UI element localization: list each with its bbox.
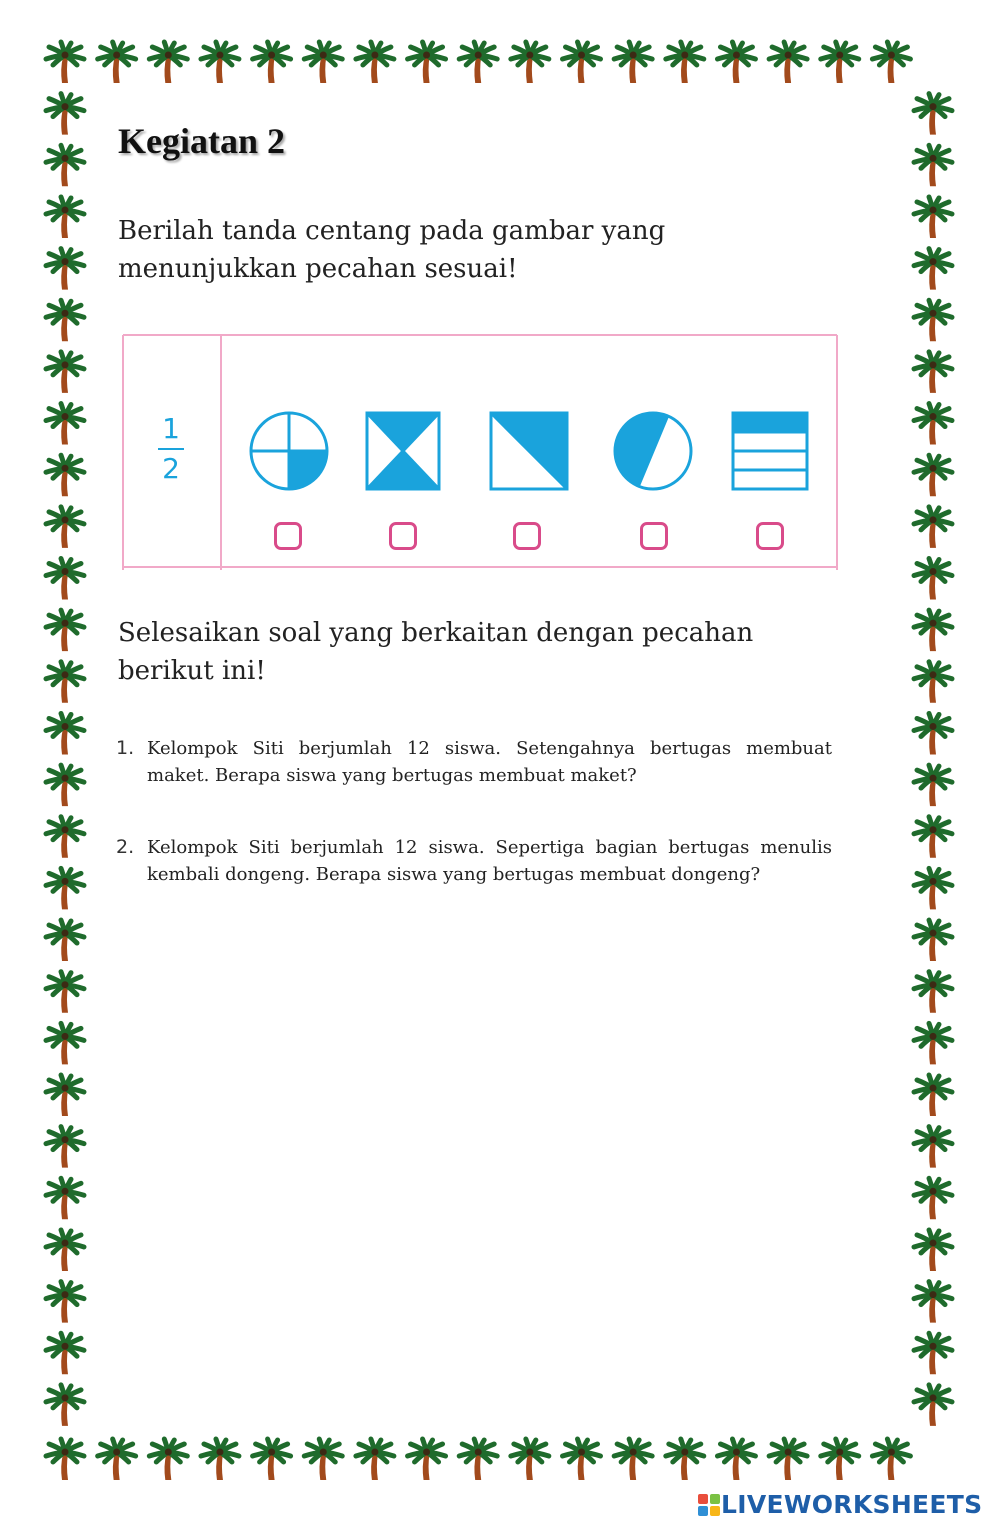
question-number: 1. bbox=[116, 737, 135, 759]
palm-tree-icon bbox=[46, 145, 84, 186]
palm-tree-icon bbox=[914, 920, 952, 961]
palm-tree-icon bbox=[914, 352, 952, 393]
palm-tree-icon bbox=[356, 1439, 394, 1480]
palm-tree-icon bbox=[914, 817, 952, 858]
palm-tree-icon bbox=[253, 1439, 291, 1480]
answer-checkbox-3[interactable] bbox=[513, 522, 541, 550]
word-problems-instruction: Selesaikan soal yang berkaitan dengan pecahan berikut ini! bbox=[118, 618, 754, 686]
palm-tree-icon bbox=[253, 42, 291, 83]
palm-tree-icon bbox=[914, 610, 952, 651]
palm-tree-icon bbox=[46, 765, 84, 806]
palm-tree-icon bbox=[46, 713, 84, 754]
liveworksheets-logo bbox=[697, 1490, 982, 1519]
palm-tree-icon bbox=[46, 1282, 84, 1323]
palm-tree-icon bbox=[914, 1230, 952, 1271]
palm-tree-icon bbox=[46, 1230, 84, 1271]
palm-tree-icon bbox=[46, 920, 84, 961]
question-text: Kelompok Siti berjumlah 12 siswa. Setengahnya bertugas membuat maket. Berapa siswa yang bertugas membuat maket? bbox=[147, 738, 832, 786]
palm-tree-icon bbox=[914, 455, 952, 496]
fraction-bar bbox=[158, 448, 184, 450]
square-diagonal-half-shaded-icon bbox=[488, 410, 570, 492]
palm-tree-icon bbox=[511, 1439, 549, 1480]
palm-tree-icon bbox=[914, 300, 952, 341]
palm-tree-icon bbox=[872, 1439, 910, 1480]
palm-tree-icon bbox=[914, 1075, 952, 1116]
palm-tree-icon bbox=[46, 610, 84, 651]
palm-tree-icon bbox=[717, 42, 755, 83]
palm-tree-icon bbox=[666, 42, 704, 83]
palm-tree-icon bbox=[46, 1439, 84, 1480]
palm-tree-icon bbox=[408, 42, 446, 83]
palm-tree-icon bbox=[98, 42, 136, 83]
palm-tree-icon bbox=[914, 404, 952, 445]
liveworksheets-logo-icon bbox=[697, 1493, 721, 1517]
answer-checkbox-1[interactable] bbox=[274, 522, 302, 550]
palm-tree-icon bbox=[914, 1023, 952, 1064]
palm-tree-icon bbox=[46, 868, 84, 909]
palm-tree-icon bbox=[356, 42, 394, 83]
page-title: Kegiatan 2 bbox=[118, 121, 285, 161]
palm-tree-icon bbox=[563, 1439, 601, 1480]
palm-tree-icon bbox=[201, 42, 239, 83]
palm-tree-icon bbox=[769, 1439, 807, 1480]
palm-tree-icon bbox=[201, 1439, 239, 1480]
palm-tree-icon bbox=[46, 249, 84, 290]
palm-tree-icon bbox=[459, 1439, 497, 1480]
palm-tree-icon bbox=[914, 197, 952, 238]
palm-tree-icon bbox=[914, 662, 952, 703]
palm-tree-icon bbox=[46, 1333, 84, 1374]
palm-tree-icon bbox=[46, 352, 84, 393]
circle-half-shaded-icon bbox=[612, 410, 694, 492]
palm-tree-icon bbox=[46, 972, 84, 1013]
palm-tree-icon bbox=[46, 1127, 84, 1168]
brand-name: LIVEWORKSHEETS bbox=[721, 1490, 983, 1519]
palm-tree-icon bbox=[46, 817, 84, 858]
palm-tree-icon bbox=[98, 1439, 136, 1480]
palm-tree-icon bbox=[149, 1439, 187, 1480]
palm-tree-icon bbox=[46, 1075, 84, 1116]
palm-tree-icon bbox=[914, 507, 952, 548]
palm-tree-icon bbox=[914, 145, 952, 186]
palm-tree-icon bbox=[46, 559, 84, 600]
word-problem-list bbox=[116, 735, 832, 888]
palm-tree-icon bbox=[914, 868, 952, 909]
palm-tree-icon bbox=[563, 42, 601, 83]
answer-checkbox-4[interactable] bbox=[640, 522, 668, 550]
square-x-half-shaded-icon bbox=[364, 410, 442, 492]
palm-tree-icon bbox=[46, 300, 84, 341]
palm-tree-icon bbox=[821, 1439, 859, 1480]
word-problem-1 bbox=[116, 735, 832, 789]
palm-tree-icon bbox=[149, 42, 187, 83]
palm-tree-icon bbox=[46, 1178, 84, 1219]
palm-tree-icon bbox=[304, 42, 342, 83]
palm-tree-icon bbox=[46, 197, 84, 238]
palm-tree-icon bbox=[614, 1439, 652, 1480]
fraction-denominator: 2 bbox=[162, 452, 180, 485]
answer-checkbox-5[interactable] bbox=[756, 522, 784, 550]
answer-checkbox-2[interactable] bbox=[389, 522, 417, 550]
fraction-one-half bbox=[152, 413, 190, 485]
palm-tree-icon bbox=[46, 1385, 84, 1426]
question-text: Kelompok Siti berjumlah 12 siswa. Sepertiga bagian bertugas menulis kembali dongeng. Berapa siswa yang bertugas membuat dongeng? bbox=[147, 837, 832, 885]
palm-tree-icon bbox=[914, 1178, 952, 1219]
palm-tree-icon bbox=[46, 662, 84, 703]
palm-tree-icon bbox=[914, 94, 952, 135]
palm-tree-icon bbox=[46, 94, 84, 135]
palm-tree-icon bbox=[769, 42, 807, 83]
palm-tree-icon bbox=[46, 42, 84, 83]
palm-tree-icon bbox=[914, 1282, 952, 1323]
palm-tree-icon bbox=[614, 42, 652, 83]
palm-tree-icon bbox=[666, 1439, 704, 1480]
palm-tree-icon bbox=[304, 1439, 342, 1480]
palm-tree-icon bbox=[914, 713, 952, 754]
palm-tree-icon bbox=[914, 249, 952, 290]
rectangle-quarter-shaded-icon bbox=[730, 410, 810, 492]
palm-tree-icon bbox=[717, 1439, 755, 1480]
checkmark-instruction: Berilah tanda centang pada gambar yang menunjukkan pecahan sesuai! bbox=[118, 216, 666, 284]
word-problem-2 bbox=[116, 834, 832, 888]
palm-tree-icon bbox=[459, 42, 497, 83]
palm-tree-icon bbox=[821, 42, 859, 83]
palm-tree-icon bbox=[46, 404, 84, 445]
palm-tree-icon bbox=[872, 42, 910, 83]
palm-tree-icon bbox=[511, 42, 549, 83]
palm-tree-icon bbox=[914, 1385, 952, 1426]
palm-tree-icon bbox=[914, 1127, 952, 1168]
palm-tree-icon bbox=[46, 1023, 84, 1064]
palm-tree-icon bbox=[914, 559, 952, 600]
palm-tree-icon bbox=[46, 455, 84, 496]
fraction-numerator: 1 bbox=[162, 412, 180, 445]
palm-tree-icon bbox=[914, 765, 952, 806]
palm-tree-icon bbox=[46, 507, 84, 548]
palm-tree-icon bbox=[408, 1439, 446, 1480]
question-number: 2. bbox=[116, 836, 135, 858]
circle-quarter-shaded-icon bbox=[248, 410, 330, 492]
palm-tree-icon bbox=[914, 1333, 952, 1374]
palm-tree-icon bbox=[914, 972, 952, 1013]
